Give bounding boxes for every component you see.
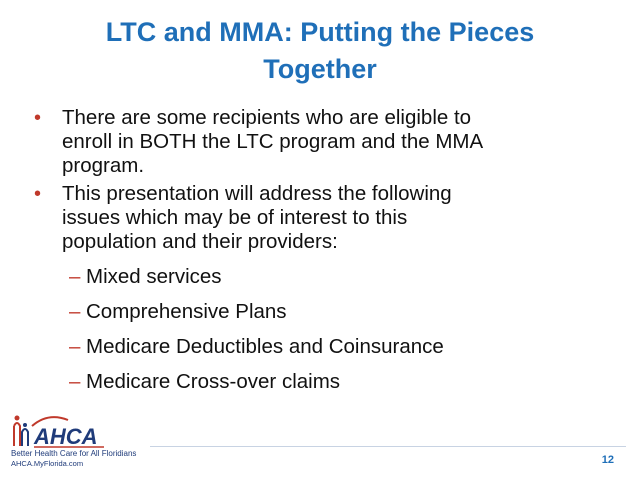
dash-marker: – — [69, 370, 81, 393]
sub-bullet-text: Mixed services — [86, 265, 222, 288]
sub-bullet-text: Medicare Cross-over claims — [86, 370, 341, 393]
sub-bullet-item — [28, 300, 618, 324]
sub-bullet-text: Medicare Deductibles and Coinsurance — [86, 335, 444, 358]
bullet-text-line: There are some recipients who are eligible to — [62, 106, 472, 129]
logo-wordmark: AHCA — [34, 424, 98, 449]
bullet-text-line: program. — [62, 154, 145, 177]
dash-marker: – — [69, 265, 81, 288]
slide-title-line-2: Together — [263, 54, 377, 84]
dash-marker: – — [69, 300, 81, 323]
bullet-text-line: enroll in BOTH the LTC program and the MMA — [62, 130, 484, 153]
slide-title — [40, 14, 600, 88]
bullet-dot: • — [34, 183, 42, 205]
logo-figures-icon — [14, 416, 28, 447]
sub-bullet-text: Comprehensive Plans — [86, 300, 287, 323]
logo-tagline: Better Health Care for All Floridians — [11, 449, 137, 458]
bullet-item — [28, 182, 618, 254]
dash-marker: – — [69, 335, 81, 358]
bullet-dot: • — [34, 107, 42, 129]
bullet-item — [28, 106, 618, 178]
page-number: 12 — [601, 454, 614, 466]
bullet-list — [28, 106, 618, 394]
sub-bullet-item — [28, 370, 618, 394]
sub-bullet-item — [28, 265, 618, 289]
logo-website: AHCA.MyFlorida.com — [11, 459, 84, 468]
bullet-text-line: This presentation will address the following — [62, 182, 452, 205]
bullet-text-line: population and their providers: — [62, 230, 338, 253]
footer-divider — [150, 446, 626, 447]
slide-title-line-1: LTC and MMA: Putting the Pieces — [105, 17, 535, 47]
bullet-text-line: issues which may be of interest to this — [62, 206, 408, 229]
sub-bullet-item — [28, 335, 618, 359]
